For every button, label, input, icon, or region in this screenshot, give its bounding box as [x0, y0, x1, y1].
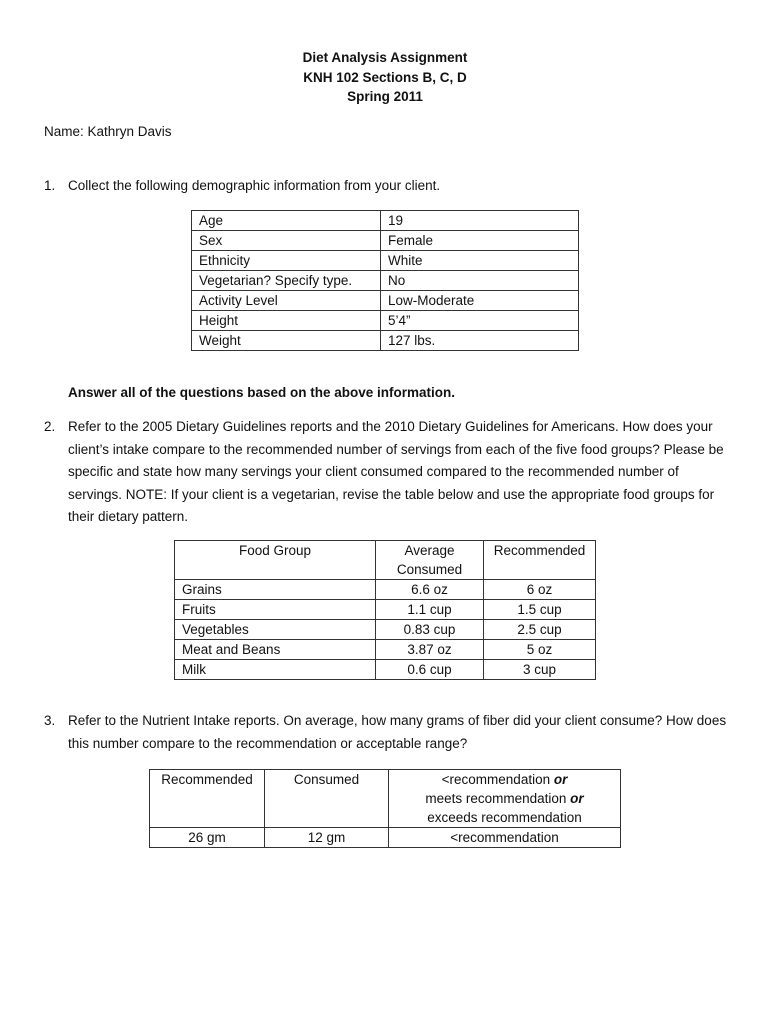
- header-food-group: Food Group: [175, 541, 376, 580]
- comparison-line-1: <recommendation or: [441, 772, 568, 787]
- table-row: [192, 331, 579, 351]
- recommended-amount: 3 cup: [484, 660, 596, 680]
- question-text: Collect the following demographic information from your client.: [68, 178, 441, 193]
- table-row: [192, 291, 579, 311]
- header-line: Consumed: [396, 562, 463, 577]
- demographic-value: Low-Moderate: [381, 291, 579, 311]
- demographic-label: Ethnicity: [192, 251, 381, 271]
- demographic-value: 127 lbs.: [381, 331, 579, 351]
- document-header: [0, 48, 770, 107]
- header-average-consumed: [376, 541, 484, 580]
- header-recommended: Recommended: [484, 541, 596, 580]
- food-group-name: Meat and Beans: [175, 640, 376, 660]
- demographic-label: Activity Level: [192, 291, 381, 311]
- table-row: [192, 211, 579, 231]
- recommended-amount: 5 oz: [484, 640, 596, 660]
- table-row: [175, 600, 596, 620]
- course-line: KNH 102 Sections B, C, D: [303, 69, 467, 85]
- food-group-table: [174, 540, 596, 680]
- question-3: [44, 710, 734, 755]
- comparison-line-3: exceeds recommendation: [427, 810, 582, 825]
- food-group-name: Grains: [175, 580, 376, 600]
- student-name: Name: Kathryn Davis: [44, 124, 172, 139]
- question-1: [44, 175, 734, 198]
- table-row: [175, 580, 596, 600]
- recommended-amount: 1.5 cup: [484, 600, 596, 620]
- demographic-value: 5’4”: [381, 311, 579, 331]
- table-row: [150, 828, 621, 848]
- fiber-comparison: <recommendation: [389, 828, 621, 848]
- header-line: Average: [404, 543, 455, 558]
- table-row: [175, 660, 596, 680]
- average-consumed: 0.83 cup: [376, 620, 484, 640]
- assignment-title: Diet Analysis Assignment: [302, 50, 468, 65]
- demographic-value: 19: [381, 211, 579, 231]
- fiber-table: [149, 769, 621, 848]
- table-row: [192, 271, 579, 291]
- question-number: 2.: [44, 419, 56, 434]
- table-row: [175, 640, 596, 660]
- term-line: Spring 2011: [347, 89, 423, 104]
- fiber-consumed: 12 gm: [265, 828, 389, 848]
- question-text: Refer to the Nutrient Intake reports. On average, how many grams of fiber did your client consume? How does this number compare to the recommendation or acceptable range?: [68, 713, 727, 751]
- table-header-row: [150, 770, 621, 828]
- table-row: [175, 620, 596, 640]
- demographic-label: Age: [192, 211, 381, 231]
- fiber-recommended: 26 gm: [150, 828, 265, 848]
- average-consumed: 3.87 oz: [376, 640, 484, 660]
- recommended-amount: 2.5 cup: [484, 620, 596, 640]
- question-text: Refer to the 2005 Dietary Guidelines reports and the 2010 Dietary Guidelines for Americans. How does your client’s intake compare to the recommended number of servings from each of the five food groups? Please be specific and state how many servings your client consumed compared to the recommended number of servings. NOTE: If your client is a vegetarian, revise the table below and use the appropriate food groups for their dietary pattern.: [68, 419, 724, 524]
- comparison-line-2: meets recommendation or: [425, 791, 584, 806]
- demographic-label: Height: [192, 311, 381, 331]
- demographics-table: [191, 210, 579, 351]
- demographic-label: Weight: [192, 331, 381, 351]
- recommended-amount: 6 oz: [484, 580, 596, 600]
- demographic-label: Sex: [192, 231, 381, 251]
- table-row: [192, 311, 579, 331]
- food-group-name: Milk: [175, 660, 376, 680]
- question-number: 3.: [44, 713, 56, 728]
- table-row: [192, 251, 579, 271]
- instruction-text: Answer all of the questions based on the above information.: [68, 385, 456, 400]
- demographic-value: White: [381, 251, 579, 271]
- header-comparison: [389, 770, 621, 828]
- header-consumed: Consumed: [265, 770, 389, 828]
- question-number: 1.: [44, 178, 56, 193]
- demographic-value: Female: [381, 231, 579, 251]
- average-consumed: 1.1 cup: [376, 600, 484, 620]
- average-consumed: 0.6 cup: [376, 660, 484, 680]
- question-2: [44, 416, 734, 529]
- average-consumed: 6.6 oz: [376, 580, 484, 600]
- food-group-name: Vegetables: [175, 620, 376, 640]
- table-header-row: [175, 541, 596, 580]
- table-row: [192, 231, 579, 251]
- demographic-label: Vegetarian? Specify type.: [192, 271, 381, 291]
- food-group-name: Fruits: [175, 600, 376, 620]
- demographic-value: No: [381, 271, 579, 291]
- header-recommended: Recommended: [150, 770, 265, 828]
